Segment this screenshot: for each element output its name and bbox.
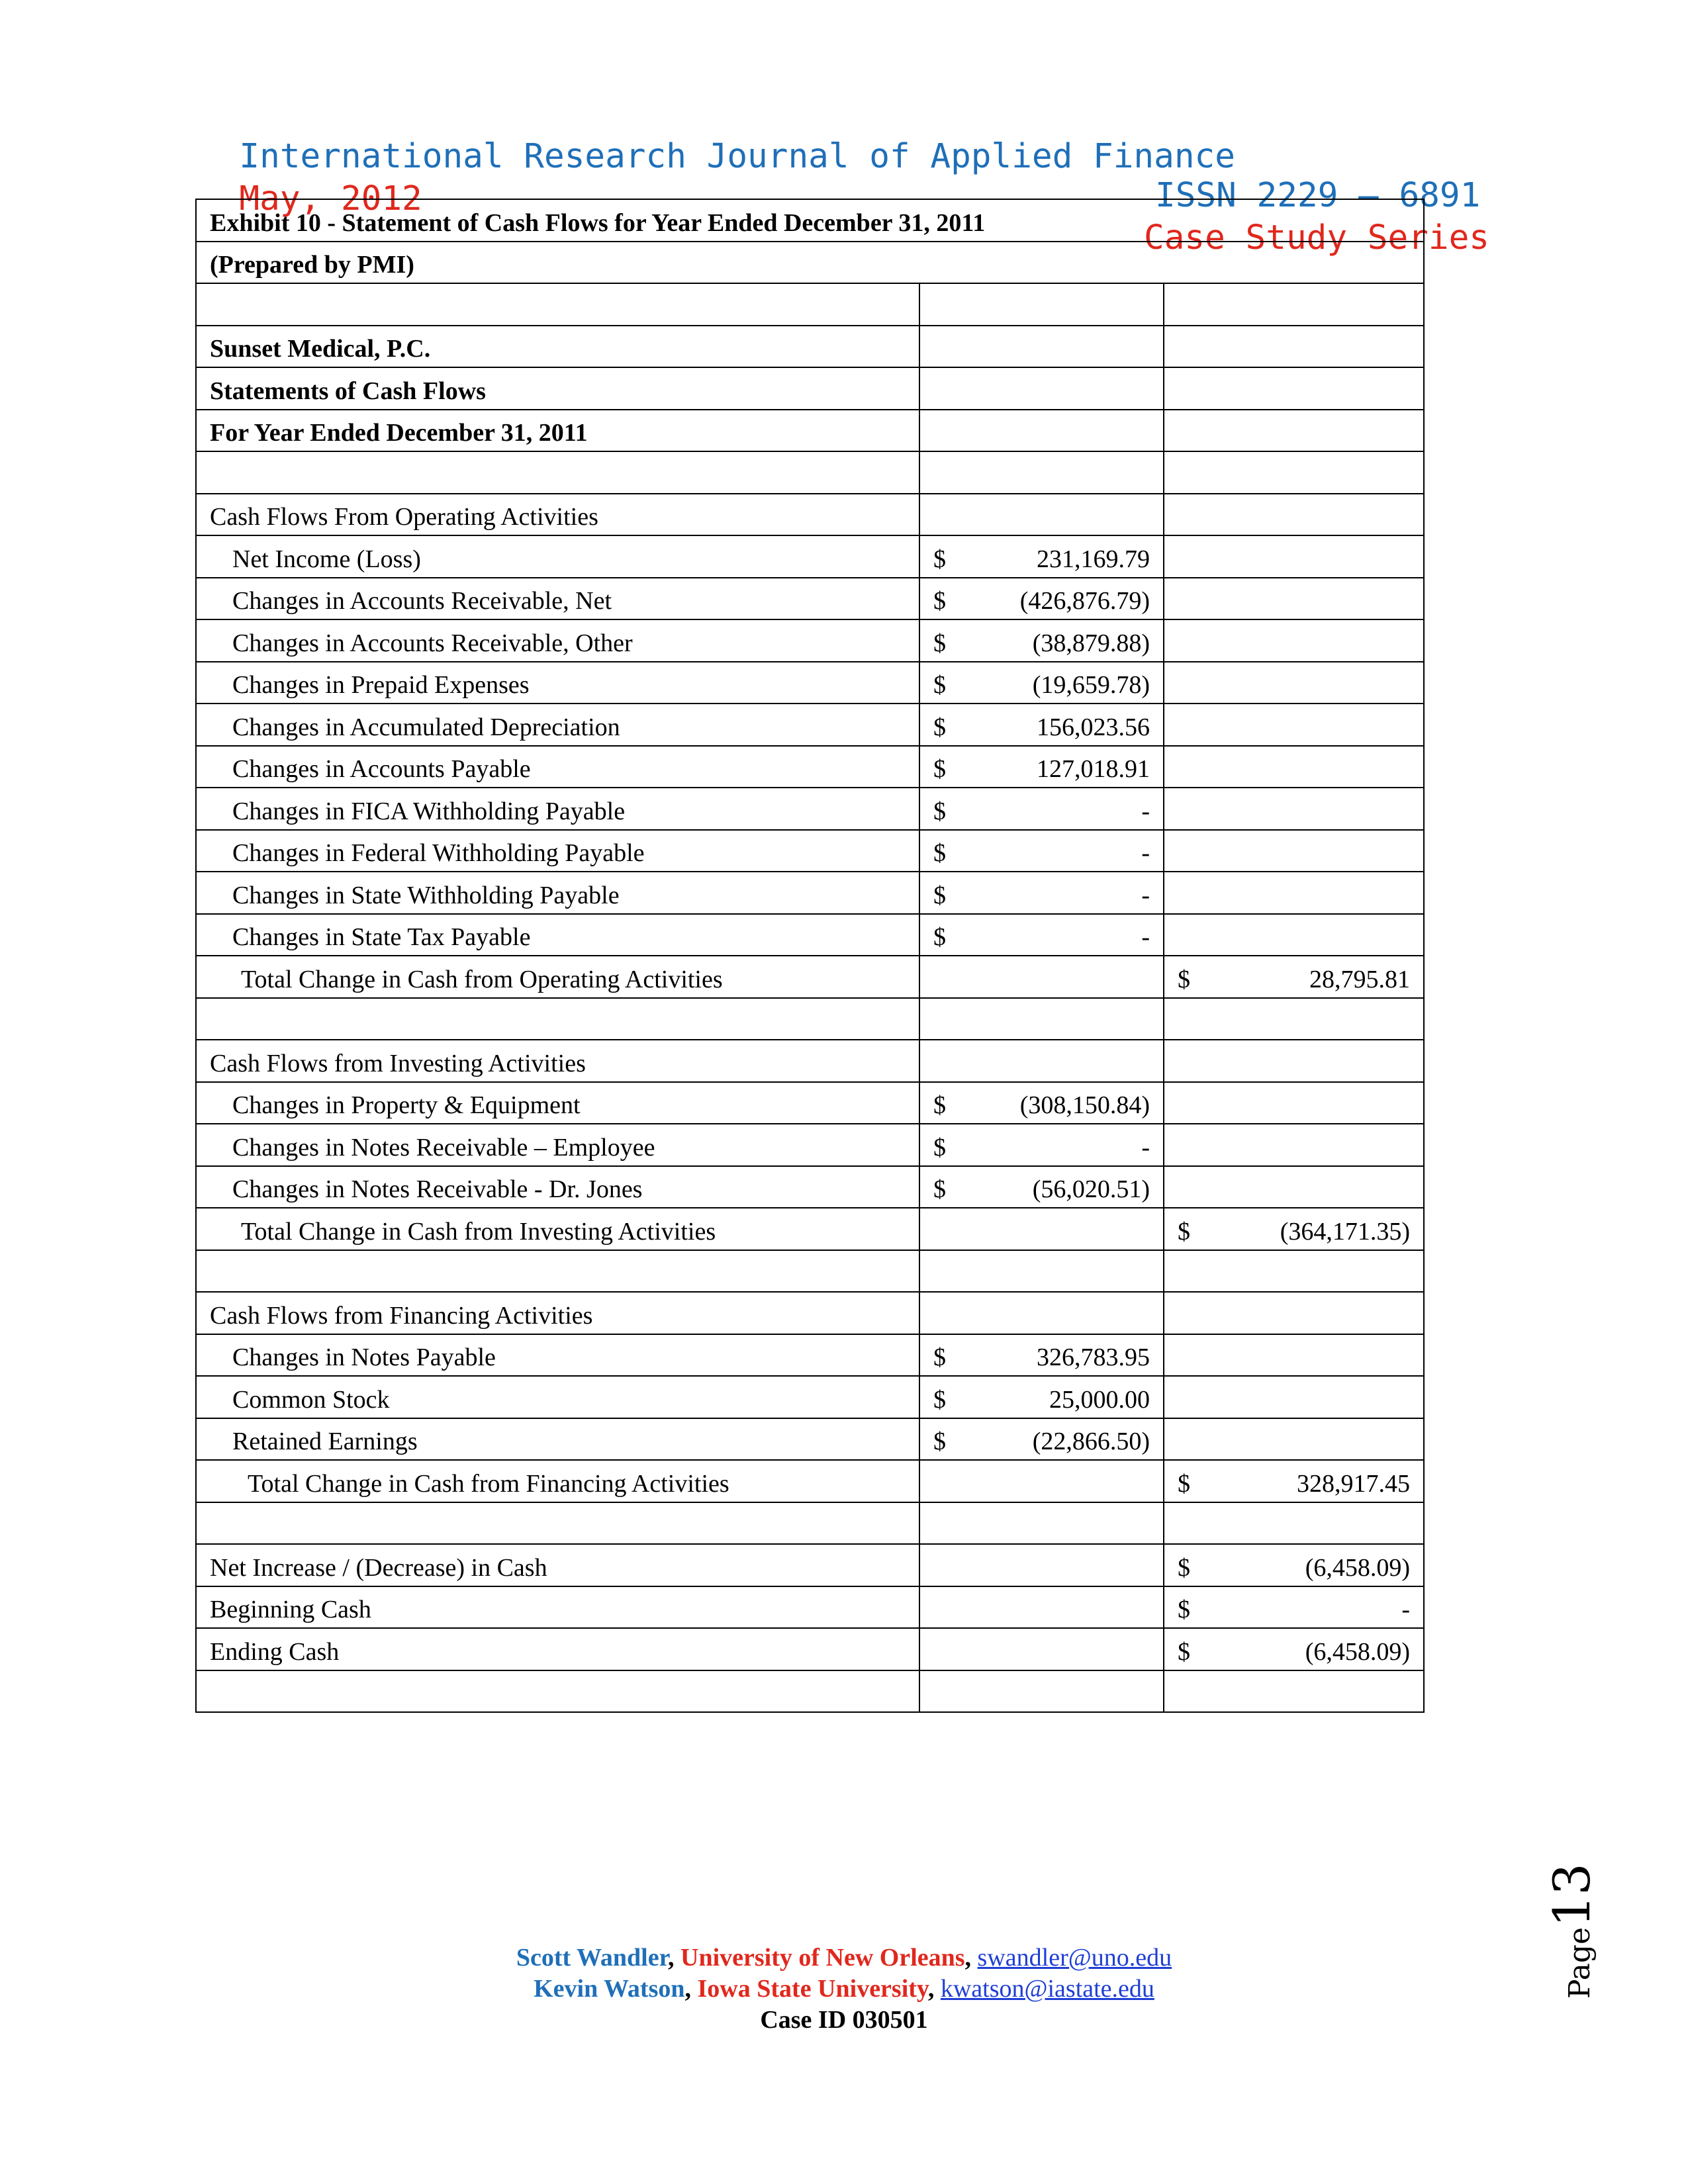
line-item-row <box>196 1082 1424 1124</box>
line-item-row <box>196 1376 1424 1418</box>
amount-value: - <box>1141 1133 1150 1161</box>
exhibit-title: Exhibit 10 - Statement of Cash Flows for Year Ended December 31, 2011 <box>196 199 1424 242</box>
line-item-label: Changes in FICA Withholding Payable <box>196 788 919 830</box>
amount-value: (364,171.35) <box>1280 1217 1410 1246</box>
line-item-amount <box>919 1334 1164 1377</box>
currency-symbol: $ <box>933 755 946 783</box>
line-item-amount <box>919 535 1164 578</box>
line-item-label: Net Income (Loss) <box>196 535 919 578</box>
currency-symbol: $ <box>933 1428 946 1455</box>
amount-value: (22,866.50) <box>1032 1428 1150 1455</box>
line-item-row <box>196 788 1424 830</box>
section-heading-row <box>196 1040 1424 1082</box>
period-row <box>196 410 1424 452</box>
author-university: University of New Orleans <box>680 1944 965 1972</box>
line-item-label: Changes in Accounts Receivable, Other <box>196 619 919 662</box>
section-total-amount <box>1164 1208 1424 1250</box>
line-item-row <box>196 830 1424 872</box>
currency-symbol: $ <box>933 1091 946 1119</box>
series-name: Case Study Series <box>1144 218 1489 257</box>
statement-period: For Year Ended December 31, 2011 <box>196 410 919 452</box>
summary-amount <box>1164 1586 1424 1629</box>
line-item-row <box>196 1418 1424 1461</box>
amount-value: - <box>1401 1596 1410 1623</box>
line-item-row <box>196 535 1424 578</box>
journal-title: International Research Journal of Applied Finance <box>239 137 1235 176</box>
currency-symbol: $ <box>933 545 946 573</box>
blank-row <box>196 1250 1424 1293</box>
statement-name: Statements of Cash Flows <box>196 367 919 410</box>
currency-symbol: $ <box>1178 1596 1190 1623</box>
line-item-amount <box>919 1166 1164 1208</box>
line-item-row <box>196 704 1424 746</box>
currency-symbol: $ <box>933 1175 946 1203</box>
line-item-amount <box>919 578 1164 620</box>
currency-symbol: $ <box>933 797 946 825</box>
company-row <box>196 326 1424 368</box>
footer-author-1: Scott Wandler, University of New Orleans, swandler@uno.edu <box>516 1944 1172 1972</box>
line-item-label: Changes in State Tax Payable <box>196 914 919 956</box>
issue-date: May, 2012 <box>239 179 422 218</box>
currency-symbol: $ <box>933 629 946 657</box>
section-total-row <box>196 1208 1424 1250</box>
line-item-amount <box>919 662 1164 704</box>
section-total-row <box>196 956 1424 998</box>
blank-row <box>196 1670 1424 1713</box>
page-word: Page <box>1563 1927 1597 1999</box>
page-number-value: 13 <box>1542 1863 1601 1927</box>
page-number <box>1542 1827 1622 1999</box>
line-item-row <box>196 1166 1424 1208</box>
currency-symbol: $ <box>1178 1217 1190 1246</box>
section-heading: Cash Flows from Investing Activities <box>196 1040 919 1082</box>
line-item-label: Changes in Accounts Receivable, Net <box>196 578 919 620</box>
amount-value: 231,169.79 <box>1037 545 1150 573</box>
summary-amount <box>1164 1544 1424 1586</box>
prepared-by-row <box>196 242 1424 284</box>
blank-row <box>196 998 1424 1040</box>
footer-author-2: Kevin Watson, Iowa State University, kwatson@iastate.edu <box>534 1975 1154 2003</box>
summary-label: Beginning Cash <box>196 1586 919 1629</box>
author-email-link[interactable]: kwatson@iastate.edu <box>940 1975 1154 2003</box>
amount-value: (38,879.88) <box>1032 629 1150 657</box>
amount-value: - <box>1141 881 1150 909</box>
amount-value: 328,917.45 <box>1297 1469 1410 1498</box>
amount-value: - <box>1141 797 1150 825</box>
line-item-row <box>196 872 1424 914</box>
section-heading: Cash Flows from Financing Activities <box>196 1292 919 1334</box>
currency-symbol: $ <box>933 923 946 951</box>
currency-symbol: $ <box>933 671 946 699</box>
line-item-amount <box>919 914 1164 956</box>
line-item-amount <box>919 1124 1164 1166</box>
currency-symbol: $ <box>933 839 946 867</box>
currency-symbol: $ <box>1178 965 1190 993</box>
section-total-label: Total Change in Cash from Operating Activities <box>196 956 919 998</box>
amount-value: 127,018.91 <box>1037 755 1150 783</box>
summary-row <box>196 1628 1424 1670</box>
currency-symbol: $ <box>1178 1469 1190 1498</box>
line-item-amount <box>919 704 1164 746</box>
line-item-amount <box>919 1082 1164 1124</box>
line-item-row <box>196 914 1424 956</box>
author-university: Iowa State University <box>697 1975 928 2003</box>
line-item-amount <box>919 788 1164 830</box>
currency-symbol: $ <box>933 713 946 741</box>
line-item-label: Retained Earnings <box>196 1418 919 1461</box>
amount-value: 156,023.56 <box>1037 713 1150 741</box>
currency-symbol: $ <box>1178 1637 1190 1666</box>
line-item-row <box>196 578 1424 620</box>
line-item-label: Changes in Property & Equipment <box>196 1082 919 1124</box>
footer-case-id: Case ID 030501 <box>760 2006 928 2034</box>
line-item-amount <box>919 619 1164 662</box>
section-total-label: Total Change in Cash from Financing Activities <box>196 1460 919 1502</box>
summary-row <box>196 1544 1424 1586</box>
currency-symbol: $ <box>933 587 946 615</box>
summary-label: Ending Cash <box>196 1628 919 1670</box>
amount-value: (308,150.84) <box>1019 1091 1150 1119</box>
section-total-row <box>196 1460 1424 1502</box>
amount-value: (6,458.09) <box>1305 1553 1410 1582</box>
currency-symbol: $ <box>933 1133 946 1161</box>
line-item-label: Changes in Accounts Payable <box>196 746 919 788</box>
summary-row <box>196 1586 1424 1629</box>
currency-symbol: $ <box>1178 1553 1190 1582</box>
issn: ISSN 2229 – 6891 <box>1155 176 1481 215</box>
cash-flow-table <box>195 199 1425 1713</box>
amount-value: 28,795.81 <box>1309 965 1410 993</box>
line-item-row <box>196 619 1424 662</box>
line-item-amount <box>919 746 1164 788</box>
section-total-label: Total Change in Cash from Investing Activities <box>196 1208 919 1250</box>
line-item-label: Changes in Notes Payable <box>196 1334 919 1377</box>
blank-row <box>196 1502 1424 1545</box>
exhibit-title-row <box>196 199 1424 242</box>
line-item-amount <box>919 830 1164 872</box>
line-item-label: Changes in Notes Receivable – Employee <box>196 1124 919 1166</box>
currency-symbol: $ <box>933 881 946 909</box>
line-item-label: Changes in Notes Receivable - Dr. Jones <box>196 1166 919 1208</box>
author-email-link[interactable]: swandler@uno.edu <box>977 1944 1172 1972</box>
company-name: Sunset Medical, P.C. <box>196 326 919 368</box>
amount-value: 25,000.00 <box>1049 1385 1150 1414</box>
amount-value: (56,020.51) <box>1032 1175 1150 1203</box>
section-total-amount <box>1164 1460 1424 1502</box>
section-heading-row <box>196 494 1424 536</box>
line-item-label: Common Stock <box>196 1376 919 1418</box>
currency-symbol: $ <box>933 1385 946 1414</box>
line-item-label: Changes in Prepaid Expenses <box>196 662 919 704</box>
prepared-by: (Prepared by PMI) <box>196 242 1424 284</box>
section-heading-row <box>196 1292 1424 1334</box>
summary-label: Net Increase / (Decrease) in Cash <box>196 1544 919 1586</box>
author-name: Scott Wandler <box>516 1944 668 1972</box>
author-name: Kevin Watson <box>534 1975 685 2003</box>
statement-row <box>196 367 1424 410</box>
blank-row <box>196 451 1424 494</box>
line-item-label: Changes in Federal Withholding Payable <box>196 830 919 872</box>
line-item-amount <box>919 872 1164 914</box>
line-item-row <box>196 662 1424 704</box>
amount-value: 326,783.95 <box>1037 1343 1150 1371</box>
summary-amount <box>1164 1628 1424 1670</box>
amount-value: (426,876.79) <box>1019 587 1150 615</box>
amount-value: - <box>1141 839 1150 867</box>
line-item-row <box>196 1334 1424 1377</box>
section-heading: Cash Flows From Operating Activities <box>196 494 919 536</box>
line-item-amount <box>919 1418 1164 1461</box>
section-total-amount <box>1164 956 1424 998</box>
amount-value: (19,659.78) <box>1032 671 1150 699</box>
amount-value: - <box>1141 923 1150 951</box>
line-item-label: Changes in Accumulated Depreciation <box>196 704 919 746</box>
currency-symbol: $ <box>933 1343 946 1371</box>
line-item-amount <box>919 1376 1164 1418</box>
line-item-label: Changes in State Withholding Payable <box>196 872 919 914</box>
blank-row <box>196 283 1424 326</box>
line-item-row <box>196 746 1424 788</box>
amount-value: (6,458.09) <box>1305 1637 1410 1666</box>
line-item-row <box>196 1124 1424 1166</box>
